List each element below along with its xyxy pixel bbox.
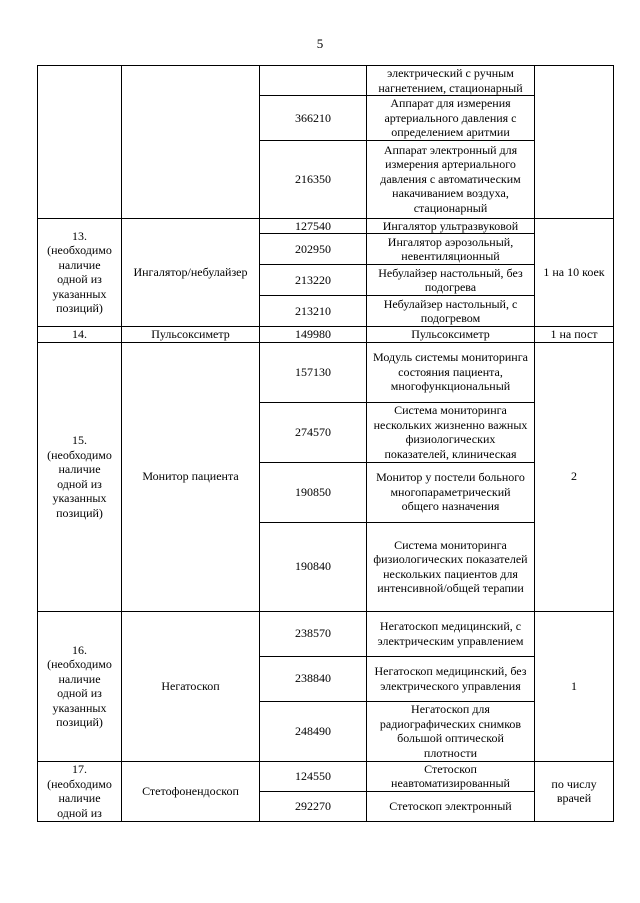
code-cell: 190840 [260,522,367,611]
group-note: наличие [58,462,101,476]
group-note: (необходимо [47,657,112,671]
device-cell: Пульсоксиметр [122,327,260,343]
equipment-table [37,65,614,822]
group-note: позиций) [56,505,103,520]
qty-cell: по числу врачей [535,761,614,821]
qty-cell: 2 [535,342,614,611]
code-cell: 366210 [260,96,367,141]
device-cell: Негатоскоп [122,611,260,761]
name-cell: Пульсоксиметр [367,327,535,343]
code-cell [260,66,367,96]
table-row [38,342,614,402]
group-note: (необходимо [47,447,112,462]
table-row [38,218,614,234]
group-note: наличие [58,257,101,272]
qty-cell [535,66,614,219]
table-row [38,611,614,656]
name-cell: Аппарат электронный для измерения артериального давления с автоматическим накачиванием воздуха, стационарный [367,140,535,218]
group-note: одной из [57,476,102,491]
table-row [38,66,614,96]
name-cell: Система мониторинга физиологических показателей нескольких пациентов для интенсивной/общей терапии [367,522,535,611]
group-number: 14. [38,327,122,343]
group-number: 15. [72,433,87,447]
group-note: одной из [57,805,102,820]
device-cell: Монитор пациента [122,342,260,611]
group-number: 17. [72,762,87,776]
name-cell: Монитор у постели больного многопараметрический общего назначения [367,462,535,522]
name-cell: Небулайзер настольный, без подогрева [367,265,535,296]
code-cell: 149980 [260,327,367,343]
group-note: (необходимо [47,776,112,791]
qty-cell: 1 [535,611,614,761]
code-cell: 213220 [260,265,367,296]
code-cell: 238570 [260,611,367,656]
device-cell: Стетофонендоскоп [122,761,260,821]
name-cell: Негатоскоп для радиографических снимков большой оптической плотности [367,701,535,761]
qty-cell: 1 на 10 коек [535,218,614,327]
code-cell: 190850 [260,462,367,522]
name-cell: Ингалятор ультразвуковой [367,218,535,234]
group-note: позиций) [56,715,103,729]
code-cell: 157130 [260,342,367,402]
group-note: указанных [52,491,107,505]
group-note: указанных [52,700,107,715]
code-cell: 238840 [260,656,367,701]
group-note: (необходимо [47,243,112,258]
code-cell: 127540 [260,218,367,234]
name-cell: Негатоскоп медицинский, с электрическим управлением [367,611,535,656]
code-cell: 216350 [260,140,367,218]
name-cell: Аппарат для измерения артериального давления с определением аритмии [367,96,535,141]
group-note: наличие [58,671,101,686]
qty-cell: 1 на пост [535,327,614,343]
name-cell: Стетоскоп неавтоматизированный [367,761,535,791]
name-cell: Модуль системы мониторинга состояния пациента, многофункциональный [367,342,535,402]
device-cell [122,66,260,219]
group-number-cell [38,761,122,821]
name-cell: Негатоскоп медицинский, без электрического управления [367,656,535,701]
group-note: указанных [52,286,107,301]
page-number: 5 [316,36,324,51]
name-cell: Стетоскоп электронный [367,791,535,821]
code-cell: 274570 [260,402,367,462]
code-cell: 248490 [260,701,367,761]
name-cell: электрический с ручным нагнетением, стационарный [367,66,535,96]
name-cell: Небулайзер настольный, с подогревом [367,296,535,327]
table-row [38,327,614,343]
table-row [38,761,614,791]
group-note: одной из [57,272,102,287]
code-cell: 124550 [260,761,367,791]
code-cell: 202950 [260,234,367,265]
group-number-cell [38,218,122,327]
name-cell: Система мониторинга нескольких жизненно важных физиологических показателей, клиническая [367,402,535,462]
device-cell: Ингалятор/небулайзер [122,218,260,327]
name-cell: Ингалятор аэрозольный, невентиляционный [367,234,535,265]
code-cell: 213210 [260,296,367,327]
code-cell: 292270 [260,791,367,821]
group-number: 13. [72,228,87,243]
group-cell [38,66,122,219]
group-note: наличие [58,791,101,805]
group-note: одной из [57,686,102,700]
group-note: позиций) [56,301,103,316]
group-number-cell [38,342,122,611]
group-number-cell [38,611,122,761]
group-number: 16. [72,642,87,657]
